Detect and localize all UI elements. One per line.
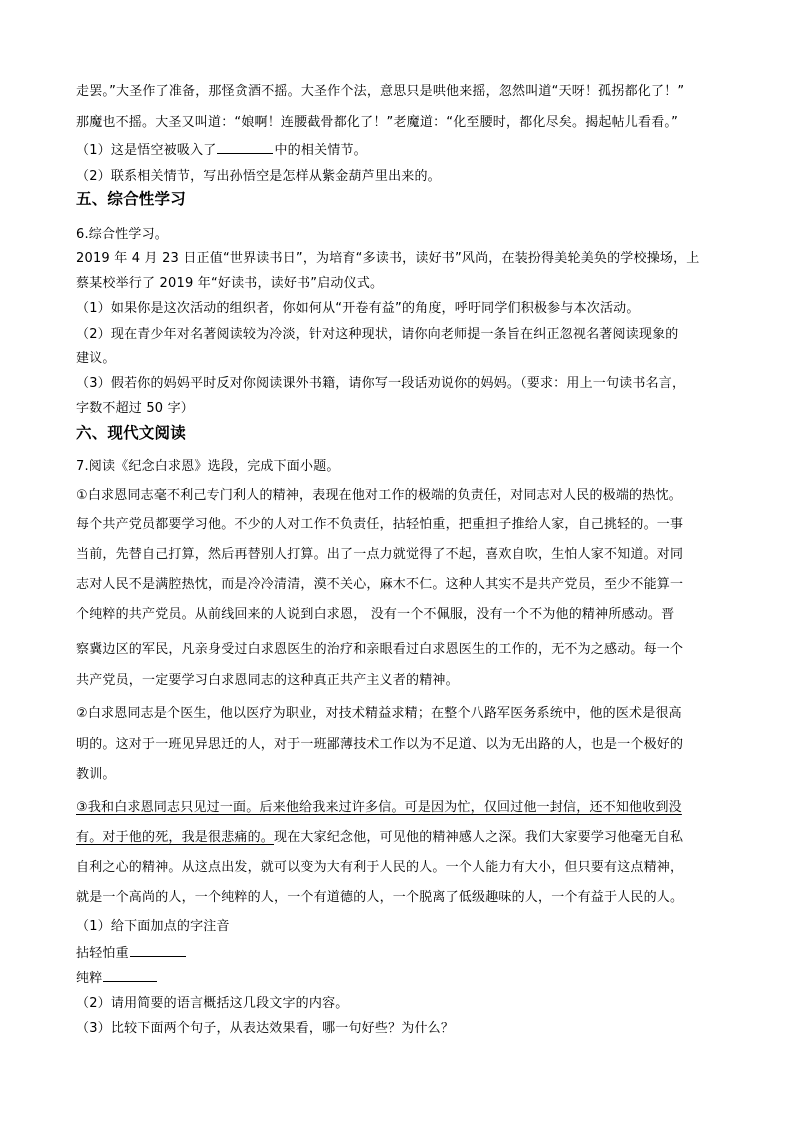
paragraph-line: ②白求恩同志是个医生，他以医疗为职业，对技术精益求精；在整个八路军医务系统中，他的医术是很高: [76, 706, 682, 721]
text-line: 2019 年 4 月 23 日正值“世界读书日”，为培育“多读书，读好书”风尚，在装扮得美轮美奂的学校操场，上: [76, 251, 700, 266]
paragraph-line: 教训。: [76, 767, 116, 782]
question-2: （2）联系相关情节，写出孙悟空是怎样从紫金葫芦里出来的。: [76, 169, 441, 184]
paragraph-line: 明的。这对于一班见异思迁的人，对于一班鄙薄技术工作以为不足道、以为无出路的人，也是一个极好的: [76, 737, 684, 752]
text-line: 建议。: [76, 351, 116, 366]
question-number: 7.阅读《纪念白求恩》选段，完成下面小题。: [76, 459, 340, 474]
text-line: 走罢。”大圣作了准备，那怪贪酒不摇。大圣作个法，意思只是哄他来摇，忽然叫道“天呀！孤拐都化了！”: [76, 84, 685, 99]
sub-question: （3）比较下面两个句子，从表达效果看，哪一句好些？为什么？: [76, 1021, 455, 1036]
paragraph-line: 当前，先替自己打算，然后再替别人打算。出了一点力就觉得了不起，喜欢自吹，生怕人家不知道。对同: [76, 547, 684, 562]
section-heading: 五、综合性学习: [76, 190, 186, 208]
text-line: 字数不超过 50 字）: [76, 401, 195, 416]
paragraph-line: 就是一个高尚的人，一个纯粹的人，一个有道德的人，一个脱离了低级趣味的人，一个有益于人民的人。: [76, 890, 684, 905]
paragraph-line: [76, 829, 683, 847]
paragraph-line: 每个共产党员都要学习他。不少的人对工作不负责任，拈轻怕重，把重担子推给人家，自己挑轻的。一事: [76, 517, 684, 532]
question-number: 6.综合性学习。: [76, 227, 169, 242]
sub-question: （2）现在青少年对名著阅读较为冷淡，针对这种现状，请你向老师提一条旨在纠正忽视名著阅读现象的: [76, 327, 679, 342]
pinyin-item: [76, 970, 158, 988]
answer-blank[interactable]: [217, 152, 273, 154]
paragraph-line: 共产党员，一定要学习白求恩同志的这种真正共产主义者的精神。: [76, 673, 459, 688]
underlined-sentence: ③我和白求恩同志只见过一面。后来他给我来过许多信。可是因为忙，仅回过他一封信，还不知他收到没: [76, 800, 682, 815]
sub-question: （2）请用简要的语言概括这几段文字的内容。: [76, 996, 349, 1011]
paragraph-line: 自利之心的精神。从这点出发，就可以变为大有利于人民的人。一个人能力有大小，但只要有这点精神，: [76, 860, 684, 875]
paragraph-text: 现在大家纪念他，可见他的精神感人之深。我们大家要学习他毫无自私: [274, 830, 684, 845]
sub-question: （1）给下面加点的字注音: [76, 919, 230, 934]
sub-question: （1）如果你是这次活动的组织者，你如何从“开卷有益”的角度，呼吁同学们积极参与本次活动。: [76, 301, 640, 316]
question-1: [76, 142, 367, 160]
text-line: 那魔也不摇。大圣又叫道：“娘啊！连腰截骨都化了！”老魔道：“化至腰时，都化尽矣。揭起帖儿看看。”: [76, 115, 679, 130]
question-text: （1）这是悟空被吸入了: [76, 143, 217, 158]
paragraph-line: 志对人民不是满腔热忱，而是冷冷清清，漠不关心，麻木不仁。这种人其实不是共产党员，至少不能算一: [76, 577, 684, 592]
question-text: 中的相关情节。: [274, 143, 367, 158]
word: 纯粹: [76, 971, 103, 986]
section-heading: 六、现代文阅读: [76, 424, 186, 442]
pinyin-item: [76, 945, 187, 963]
answer-blank[interactable]: [130, 955, 186, 957]
paragraph-line: 察冀边区的军民，凡亲身受过白求恩医生的治疗和亲眼看过白求恩医生的工作的，无不为之感动。每一个: [76, 642, 684, 657]
text-line: 蔡某校举行了 2019 年“好读书，读好书”启动仪式。: [76, 276, 384, 291]
answer-blank[interactable]: [103, 980, 157, 982]
sub-question: （3）假若你的妈妈平时反对你阅读课外书籍，请你写一段话劝说你的妈妈。（要求：用上一句读书名言，: [76, 376, 686, 391]
word: 拈轻怕重: [76, 946, 129, 961]
underlined-sentence: 有。对于他的死，我是很悲痛的。: [76, 830, 275, 845]
paragraph-line: 个纯粹的共产党员。从前线回来的人说到白求恩， 没有一个不佩服，没有一个不为他的精神所感动。晋: [76, 607, 675, 622]
paragraph-line: ①白求恩同志毫不利己专门利人的精神，表现在他对工作的极端的负责任，对同志对人民的极端的热忱。: [76, 488, 682, 503]
